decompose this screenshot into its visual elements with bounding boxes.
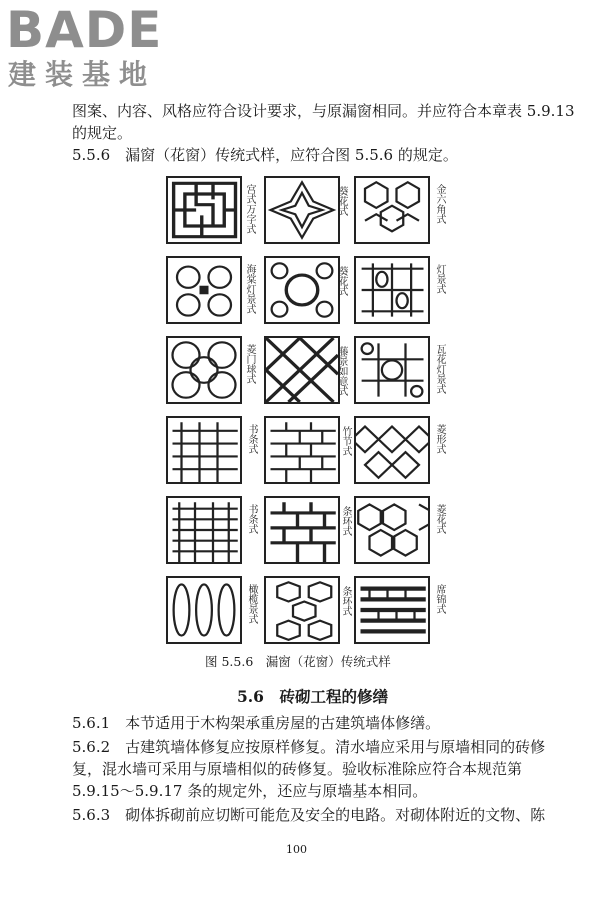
window-pattern-1 — [166, 176, 242, 244]
page-number: 100 — [286, 843, 307, 856]
window-pattern-label: 菱花式 — [434, 504, 445, 534]
window-pattern-label: 菱门球式 — [244, 344, 255, 384]
window-pattern-17 — [264, 576, 340, 644]
clause-5-6-2-line-3: 5.9.15～5.9.17 条的规定外，还应与原墙基本相同。 — [72, 782, 428, 800]
body-line-1: 图案、内容、风格应符合设计要求，与原漏窗相同。并应符合本章表 5.9.13 — [72, 102, 575, 120]
window-pattern-label: 书条式 — [246, 424, 257, 454]
body-line-2: 的规定。 — [72, 124, 133, 142]
window-pattern-6 — [354, 256, 430, 324]
clause-5-6-3: 5.6.3 砌体拆砌前应切断可能危及安全的电路。对砌体附近的文物、陈 — [72, 806, 546, 824]
window-pattern-label: 葵花式 — [336, 266, 347, 296]
clause-5-6-2-line-2: 复，混水墙可采用与原墙相似的砖修复。验收标准除应符合本规范第 — [72, 760, 523, 778]
window-pattern-label: 条环式 — [340, 506, 351, 536]
window-pattern-label: 菱形式 — [434, 424, 445, 454]
window-pattern-label: 藤景如意式 — [336, 346, 347, 396]
window-pattern-label: 瓦花灯景式 — [434, 344, 445, 394]
window-pattern-3 — [354, 176, 430, 244]
window-pattern-label: 金六角式 — [434, 184, 445, 224]
window-pattern-label: 宫式万字式 — [244, 184, 255, 234]
figure-caption: 图 5.5.6 漏窗（花窗）传统式样 — [205, 654, 391, 669]
clause-5-5-6: 5.5.6 漏窗（花窗）传统式样，应符合图 5.5.6 的规定。 — [72, 146, 458, 164]
window-pattern-14 — [264, 496, 340, 564]
window-pattern-4 — [166, 256, 242, 324]
window-pattern-label: 竹节式 — [340, 426, 351, 456]
window-pattern-label: 海棠灯景式 — [244, 264, 255, 314]
window-pattern-label: 葵花式 — [336, 186, 347, 216]
window-pattern-12 — [354, 416, 430, 484]
window-pattern-16 — [166, 576, 242, 644]
window-pattern-9 — [354, 336, 430, 404]
window-pattern-label: 橄榄景式 — [246, 584, 257, 624]
logo-wordmark: BADE — [6, 1, 163, 59]
window-pattern-label: 灯景式 — [434, 264, 445, 294]
section-heading: 5.6 砖砌工程的修缮 — [237, 687, 388, 706]
window-pattern-18 — [354, 576, 430, 644]
clause-5-6-2-line-1: 5.6.2 古建筑墙体修复应按原样修复。清水墙应采用与原墙相同的砖修 — [72, 738, 546, 756]
clause-5-6-1: 5.6.1 本节适用于木构架承重房屋的古建筑墙体修缮。 — [72, 714, 441, 732]
window-pattern-2 — [264, 176, 340, 244]
window-pattern-10 — [166, 416, 242, 484]
window-pattern-8 — [264, 336, 340, 404]
window-pattern-5 — [264, 256, 340, 324]
window-pattern-7 — [166, 336, 242, 404]
bade-logo — [6, 1, 176, 96]
window-pattern-15 — [354, 496, 430, 564]
window-pattern-label: 条环式 — [340, 586, 351, 616]
window-pattern-label: 席锦式 — [434, 584, 445, 614]
window-pattern-13 — [166, 496, 242, 564]
window-pattern-figure — [166, 170, 446, 650]
window-pattern-label: 书条式 — [246, 504, 257, 534]
logo-subtitle: 建装基地 — [8, 58, 157, 91]
window-pattern-11 — [264, 416, 340, 484]
